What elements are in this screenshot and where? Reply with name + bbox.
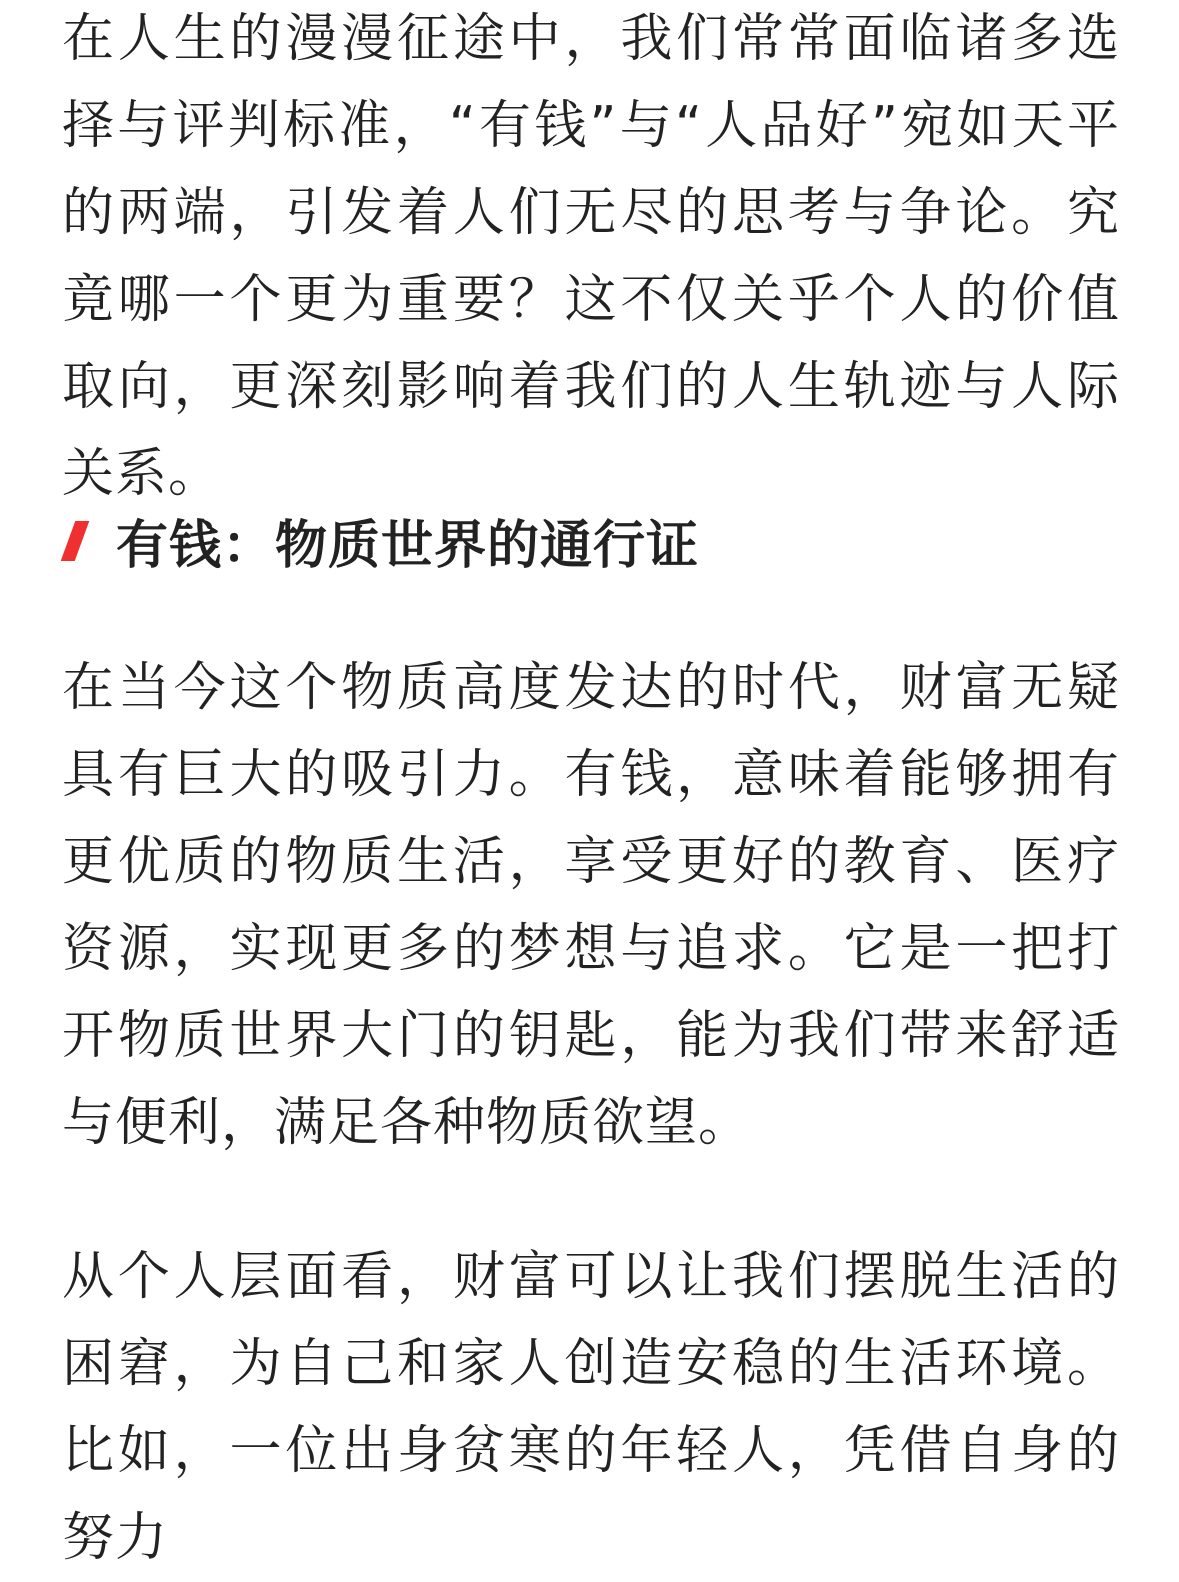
- heading-accent-icon: [61, 521, 90, 561]
- section-heading: [62, 497, 1120, 584]
- intro-paragraph: 在人生的漫漫征途中，我们常常面临诸多选择与评判标准，“有钱”与“人品好”宛如天平的两端，引发着人们无尽的思考与争论。究竟哪一个更为重要？这不仅关乎个人的价值取向，更深刻影响着我们的人生轨迹与人际关系。: [62, 9, 1120, 504]
- section-paragraph: 从个人层面看，财富可以让我们摆脱生活的困窘，为自己和家人创造安稳的生活环境。比如，一位出身贫寒的年轻人，凭借自身的努力: [62, 1247, 1120, 1568]
- section-paragraph: 在当今这个物质高度发达的时代，财富无疑具有巨大的吸引力。有钱，意味着能够拥有更优质的物质生活，享受更好的教育、医疗资源，实现更多的梦想与追求。它是一把打开物质世界大门的钥匙，能为我们带来舒适与便利，满足各种物质欲望。: [62, 658, 1120, 1153]
- section-title: 有钱：物质世界的通行证: [116, 516, 700, 576]
